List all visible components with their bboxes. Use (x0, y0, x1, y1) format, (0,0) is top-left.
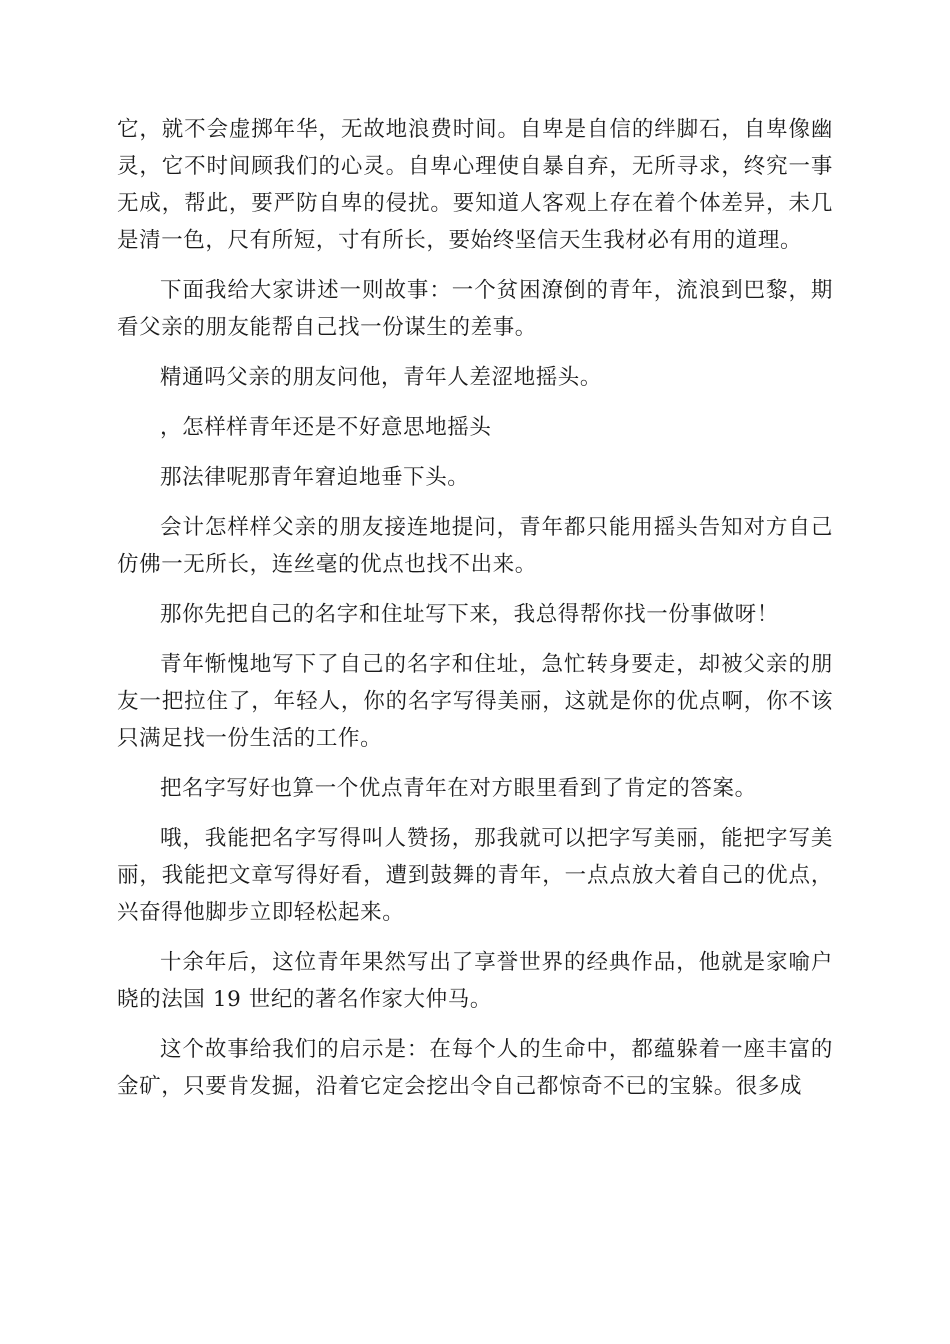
paragraph-12: 这个故事给我们的启示是：在每个人的生命中，都蕴躲着一座丰富的金矿，只要肯发掘，沿着它定会挖出令自己都惊奇不已的宝躲。很多成 (117, 1037, 833, 1099)
paragraph-7: 那你先把自己的名字和住址写下来，我总得帮你找一份事做呀！ (160, 602, 779, 627)
paragraph-10: 哦，我能把名字写得叫人赞扬，那我就可以把字写美丽，能把字写美丽，我能把文章写得好看，遭到鼓舞的青年，一点点放大着自己的优点，兴奋得他脚步立即轻松起来。 (117, 826, 833, 925)
document-body (117, 111, 833, 1118)
paragraph-9: 把名字写好也算一个优点青年在对方眼里看到了肯定的答案。 (160, 776, 757, 801)
paragraph-6: 会计怎样样父亲的朋友接连地提问，青年都只能用摇头告知对方自己仿佛一无所长，连丝毫的优点也找不出来。 (117, 515, 833, 577)
paragraph-8: 青年惭愧地写下了自己的名字和住址，急忙转身要走，却被父亲的朋友一把拉住了，年轻人，你的名字写得美丽，这就是你的优点啊，你不该只满足找一份生活的工作。 (117, 652, 833, 751)
paragraph-11: 十余年后，这位青年果然写出了享誉世界的经典作品，他就是家喻户晓的法国 19 世纪的著名作家大仲马。 (117, 950, 833, 1012)
paragraph-5: 那法律呢那青年窘迫地垂下头。 (160, 465, 470, 490)
paragraph-4: ，怎样样青年还是不好意思地摇头 (160, 415, 492, 440)
paragraph-1: 它，就不会虚掷年华，无故地浪费时间。自卑是自信的绊脚石，自卑像幽灵，它不时间顾我们的心灵。自卑心理使自暴自弃，无所寻求，终究一事无成，帮此，要严防自卑的侵扰。要知道人客观上存在着个体差异，未几是清一色，尺有所短，寸有所长，要始终坚信天生我材必有用的道理。 (117, 117, 833, 253)
paragraph-2: 下面我给大家讲述一则故事：一个贫困潦倒的青年，流浪到巴黎，期看父亲的朋友能帮自己找一份谋生的差事。 (117, 278, 833, 340)
paragraph-3: 精通吗父亲的朋友问他，青年人差涩地摇头。 (160, 365, 603, 390)
